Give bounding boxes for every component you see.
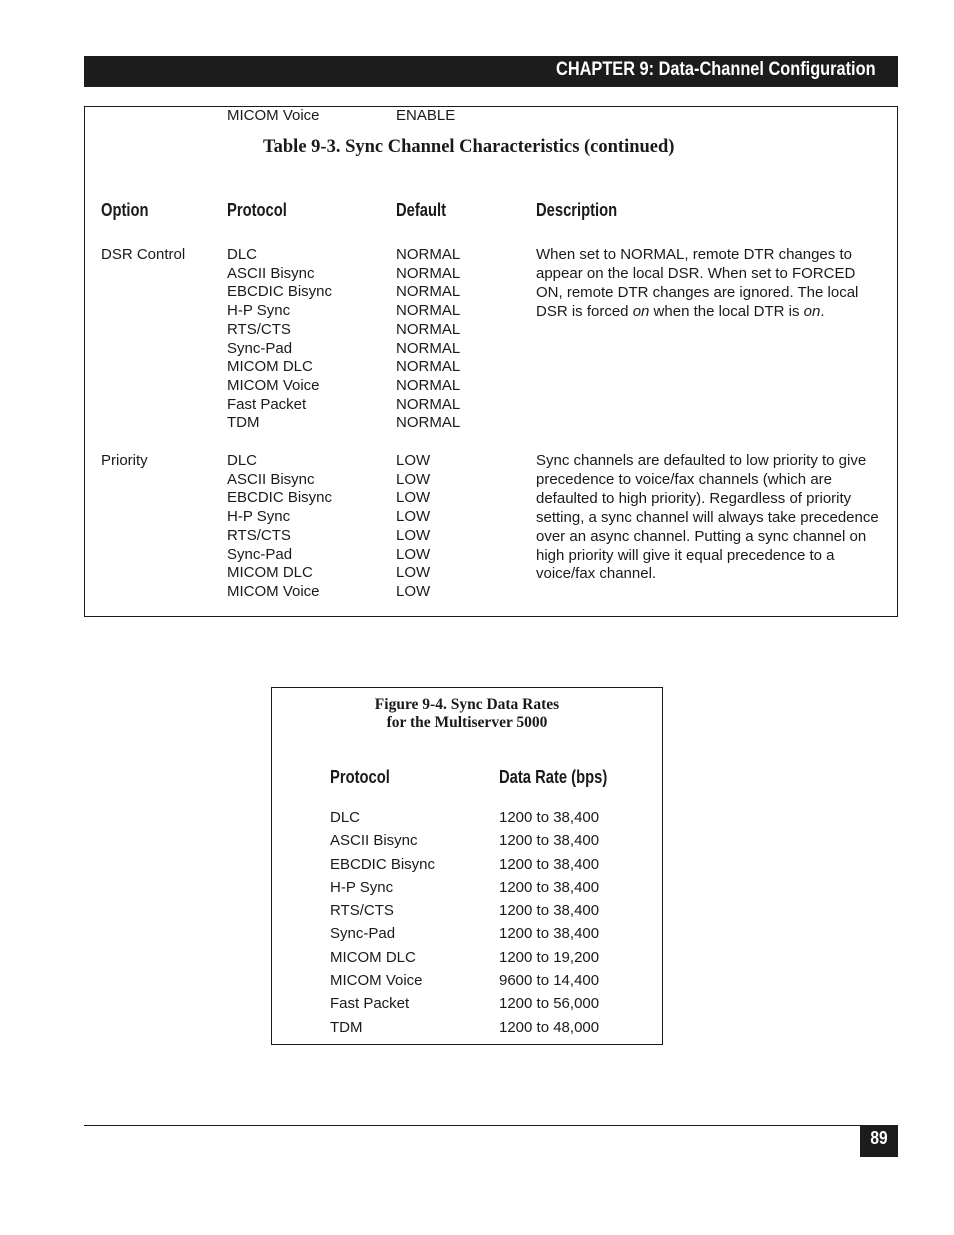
list-item: 1200 to 56,000 — [499, 995, 600, 1013]
column-header-protocol: Protocol — [227, 200, 287, 220]
list-item: NORMAL — [396, 358, 461, 376]
list-item: H-P Sync — [227, 508, 291, 526]
list-item: LOW — [396, 582, 431, 600]
list-item: NORMAL — [396, 339, 461, 357]
list-item: DLC — [227, 246, 258, 263]
figure-title-line: for the Multiserver 5000 — [386, 714, 548, 731]
list-item: MICOM DLC — [227, 564, 313, 582]
option-dsr-control: DSR Control — [101, 246, 186, 263]
default-list-dsr — [396, 246, 460, 433]
list-item: MICOM Voice — [227, 376, 320, 394]
description-dsr-control — [536, 246, 886, 322]
list-item: 1200 to 38,400 — [499, 855, 600, 873]
list-item: H-P Sync — [330, 878, 394, 896]
list-item: DLC — [330, 809, 361, 826]
list-item: 1200 to 19,200 — [499, 948, 600, 966]
list-item: MICOM DLC — [227, 358, 313, 376]
list-item: LOW — [396, 545, 431, 563]
list-item: NORMAL — [396, 264, 461, 282]
list-item: 1200 to 38,400 — [499, 809, 600, 826]
description-priority: Sync channels are defaulted to low priority to give precedence to voice/fax channels (which are defaulted to high priority). Regardless of priority setting, a sync channel will always take precedence over an async channel. Putting a sync channel on high priority will give it equal precedence to a voice/fax channel. — [536, 452, 879, 583]
list-item: 9600 to 14,400 — [499, 972, 600, 990]
list-item: LOW — [396, 526, 431, 544]
list-item: H-P Sync — [227, 302, 291, 320]
list-item: 1200 to 38,400 — [499, 878, 600, 896]
list-item: 1200 to 38,400 — [499, 925, 600, 943]
list-item: EBCDIC Bisync — [227, 489, 333, 507]
list-item: Sync-Pad — [227, 545, 293, 563]
table-title: Table 9-3. Sync Channel Characteristics (continued) — [263, 137, 675, 157]
description-text: when the local DTR is — [649, 302, 804, 320]
column-header-description: Description — [536, 200, 618, 220]
list-item: 1200 to 38,400 — [499, 902, 600, 920]
figure-title — [272, 696, 662, 732]
list-item: DLC — [227, 452, 258, 469]
list-item: TDM — [227, 414, 260, 432]
footer-rule — [84, 1125, 898, 1126]
list-item: Sync-Pad — [330, 925, 396, 943]
list-item: ASCII Bisync — [227, 264, 315, 282]
list-item: NORMAL — [396, 283, 461, 301]
figure-column-protocol: Protocol — [330, 767, 390, 787]
protocol-list-priority — [227, 452, 332, 602]
list-item: NORMAL — [396, 246, 461, 263]
figure-rate-list — [499, 806, 599, 1039]
list-item: NORMAL — [396, 395, 461, 413]
list-item: LOW — [396, 470, 431, 488]
list-item: MICOM Voice — [227, 582, 320, 600]
list-item: Fast Packet — [330, 995, 410, 1013]
column-header-default: Default — [396, 200, 447, 220]
list-item: LOW — [396, 508, 431, 526]
description-emphasis: on — [803, 302, 821, 320]
option-priority: Priority — [101, 452, 148, 469]
list-item: ASCII Bisync — [330, 832, 418, 850]
list-item: RTS/CTS — [227, 526, 291, 544]
sync-characteristics-table — [84, 106, 898, 617]
list-item: RTS/CTS — [227, 320, 291, 338]
list-item: EBCDIC Bisync — [227, 283, 333, 301]
page-number-box — [860, 1125, 898, 1157]
list-item: TDM — [330, 1018, 363, 1036]
page-number: 89 — [870, 1128, 888, 1148]
list-item: MICOM DLC — [330, 948, 416, 966]
list-item: NORMAL — [396, 320, 461, 338]
list-item: Fast Packet — [227, 395, 307, 413]
carryover-protocol: MICOM Voice — [227, 107, 320, 124]
list-item: NORMAL — [396, 376, 461, 394]
chapter-title: CHAPTER 9: Data-Channel Configuration — [556, 59, 876, 80]
figure-protocol-list — [330, 806, 435, 1039]
default-list-priority — [396, 452, 430, 602]
figure-column-rate: Data Rate (bps) — [499, 767, 608, 787]
sync-data-rates-figure — [271, 687, 663, 1045]
list-item: NORMAL — [396, 414, 461, 432]
column-header-option: Option — [101, 200, 149, 220]
description-text: When set to NORMAL, remote DTR changes to appear on the local DSR. When set to FORCED ON, remote DTR changes are ignored. The local DSR is forced — [536, 246, 859, 320]
carryover-default: ENABLE — [396, 107, 456, 124]
list-item: Sync-Pad — [227, 339, 293, 357]
list-item: LOW — [396, 452, 431, 469]
list-item: LOW — [396, 564, 431, 582]
protocol-list-dsr — [227, 246, 332, 433]
description-text: . — [820, 302, 825, 320]
list-item: 1200 to 48,000 — [499, 1018, 600, 1036]
list-item: RTS/CTS — [330, 902, 394, 920]
list-item: LOW — [396, 489, 431, 507]
list-item: NORMAL — [396, 302, 461, 320]
list-item: 1200 to 38,400 — [499, 832, 600, 850]
chapter-header-bar — [84, 56, 898, 87]
description-emphasis: on — [632, 302, 650, 320]
list-item: MICOM Voice — [330, 972, 423, 990]
list-item: EBCDIC Bisync — [330, 855, 436, 873]
list-item: ASCII Bisync — [227, 470, 315, 488]
figure-title-line: Figure 9-4. Sync Data Rates — [374, 696, 560, 713]
